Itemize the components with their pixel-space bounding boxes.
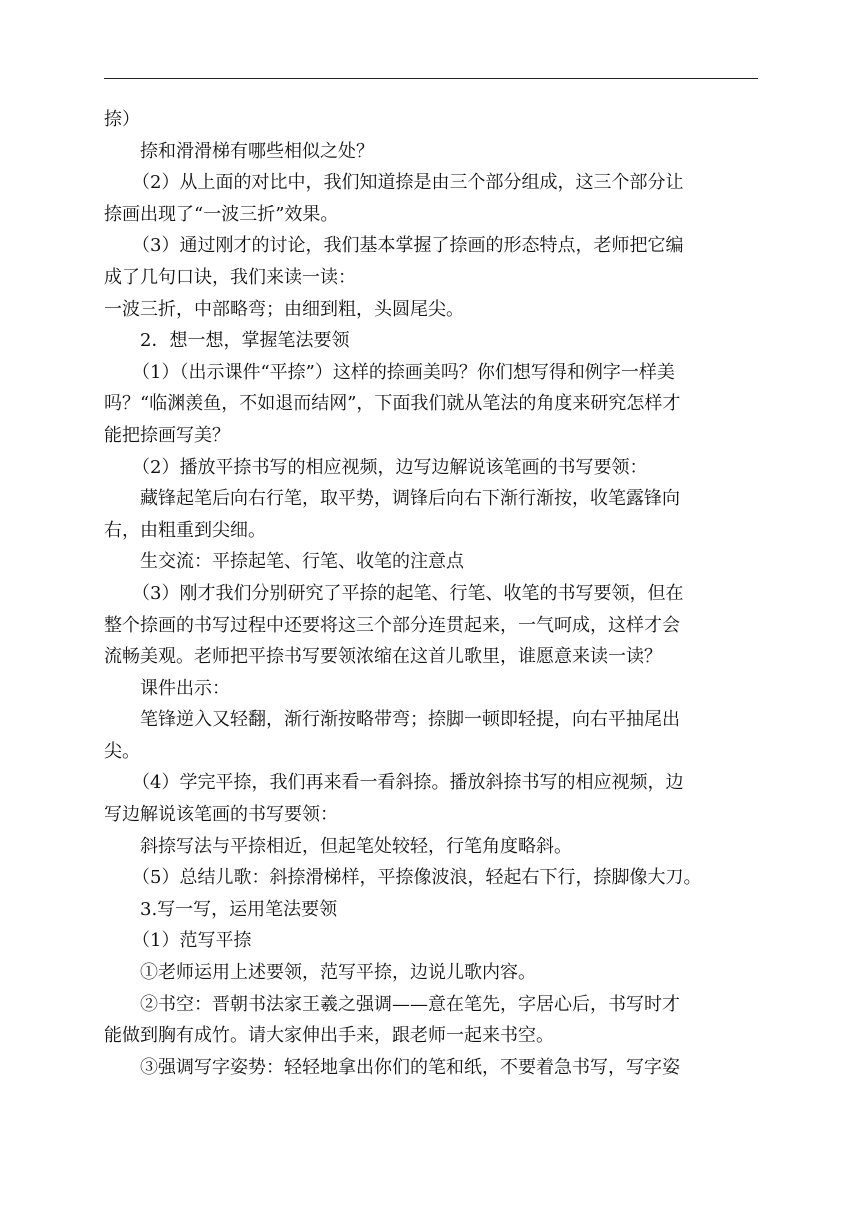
text-line: 成了几句口诀，我们来读一读： <box>104 266 356 288</box>
text-line: 捺） <box>104 109 140 130</box>
text-line: ②书空：晋朝书法家王羲之强调——意在笔先，字居心后，书写时才 <box>140 993 680 1015</box>
text-line: 斜捺写法与平捺相近，但起笔处较轻，行笔角度略斜。 <box>140 835 572 857</box>
text-line: 捺和滑滑梯有哪些相似之处？ <box>140 140 374 162</box>
text-line: （3）通过刚才的讨论，我们基本掌握了捺画的形态特点，老师把它编 <box>132 235 684 257</box>
text-line: 流畅美观。老师把平捺书写要领浓缩在这首儿歌里，谁愿意来读一读？ <box>104 646 662 668</box>
text-line: 能做到胸有成竹。请大家伸出手来，跟老师一起来书空。 <box>104 1025 554 1047</box>
text-line: （1）（出示课件“平捺”）这样的捺画美吗？你们想写得和例字一样美 <box>132 361 675 383</box>
header-divider <box>104 78 758 79</box>
text-line: （5）总结儿歌：斜捺滑梯样，平捺像波浪，轻起右下行，捺脚像大刀。 <box>132 867 702 889</box>
text-line: 课件出示： <box>140 677 230 699</box>
text-line: （2）播放平捺书写的相应视频，边写边解说该笔画的书写要领： <box>132 456 648 478</box>
text-line: 整个捺画的书写过程中还要将这三个部分连贯起来，一气呵成，这样才会 <box>104 614 680 636</box>
text-line: （2）从上面的对比中，我们知道捺是由三个部分组成，这三个部分让 <box>132 172 684 194</box>
text-line: ③强调写字姿势：轻轻地拿出你们的笔和纸，不要着急书写，写字姿 <box>140 1056 680 1078</box>
text-line: 生交流：平捺起笔、行笔、收笔的注意点 <box>140 551 464 573</box>
text-line: （3）刚才我们分别研究了平捺的起笔、行笔、收笔的书写要领，但在 <box>132 582 684 604</box>
text-line: （4）学完平捺，我们再来看一看斜捺。播放斜捺书写的相应视频，边 <box>132 772 684 794</box>
text-line: ①老师运用上述要领，范写平捺，边说儿歌内容。 <box>140 962 536 984</box>
document-body <box>104 104 758 1083</box>
text-line: 写边解说该笔画的书写要领： <box>104 804 338 826</box>
text-line: 吗？“临渊羡鱼，不如退而结网”，下面我们就从笔法的角度来研究怎样才 <box>104 393 681 415</box>
text-line: 3.写一写，运用笔法要领 <box>140 898 338 920</box>
text-line: （1）范写平捺 <box>132 930 252 952</box>
text-line: 尖。 <box>104 740 140 762</box>
text-line: 能把捺画写美？ <box>104 424 230 446</box>
text-line: 2．想一想，掌握笔法要领 <box>140 330 350 352</box>
text-line: 一波三折，中部略弯；由细到粗，头圆尾尖。 <box>104 298 464 320</box>
text-line: 捺画出现了“一波三折”效果。 <box>104 203 339 225</box>
text-line: 右，由粗重到尖细。 <box>104 519 266 541</box>
text-line: 笔锋逆入又轻翻，渐行渐按略带弯；捺脚一顿即轻提，向右平抽尾出 <box>140 709 680 731</box>
text-line: 藏锋起笔后向右行笔，取平势，调锋后向右下渐行渐按，收笔露锋向 <box>140 488 680 510</box>
